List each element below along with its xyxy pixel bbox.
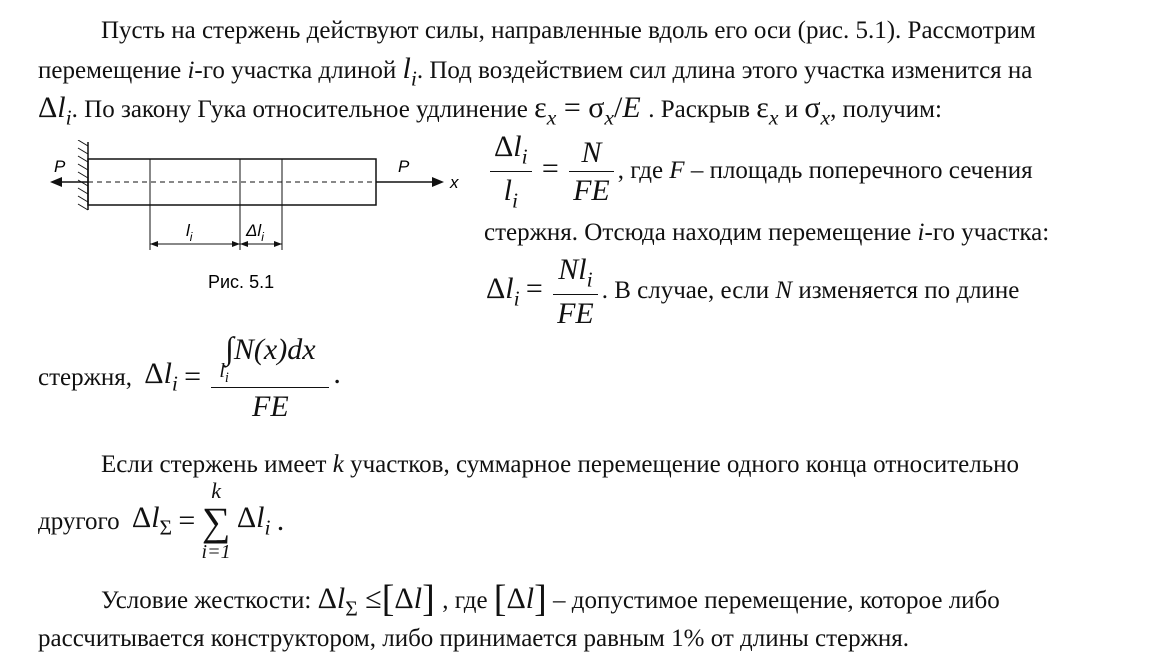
paragraph-3-line-2: другого $\Delta l_\Sigma$ = k ∑ i=1 $\Delta l_i$ . (38, 478, 285, 563)
wall-hatching (78, 140, 88, 210)
paragraph-1-line-2: перемещение i-го участка длиной $l_i$. Под воздействием сил длина этого участка изменится на (38, 52, 1033, 91)
formula-eps-x: $\varepsilon_x$ (756, 91, 779, 130)
svg-text:Δli: $\Delta l_i$ (246, 221, 264, 244)
label-x: x (450, 173, 459, 192)
paragraph-4-line-1: Условие жесткости: $\Delta l_\Sigma \le[\Delta l]$ , где [Δl] – допустимое перемещение, которое либо (101, 578, 1000, 621)
label-delta-li: Δl (246, 221, 262, 240)
label-p-left: P (54, 157, 66, 176)
formula-allowable: [Δl] (493, 578, 547, 620)
left-arrowhead-icon (50, 177, 62, 187)
fraction-nli-over-fe: $\frac{Nl_i}{FE}$ (553, 255, 598, 329)
svg-text:li: $l_i$ (186, 221, 193, 244)
label-li: l (186, 221, 190, 240)
integral-sign: ∫ (225, 330, 234, 366)
paragraph-4-line-2: рассчитывается конструктором, либо принимается равным 1% от длины стержня. (38, 625, 910, 652)
formula-displacement-row: $\Delta l_i$ = $\frac{Nl_i}{FE}$ . В случае, если N изменяется по длине (486, 253, 1020, 331)
paragraph-1-line-1: Пусть на стержень действуют силы, направленные вдоль его оси (рис. 5.1). Рассмотрим (101, 17, 1036, 44)
formula-delta-li: $\Delta l_i$ (38, 91, 72, 130)
formula-sigma-x: $\sigma_x$ (804, 91, 831, 130)
figure-caption: Рис. 5.1 (208, 272, 275, 292)
formula-strain-row: $\frac{\Delta l_i}{l_i}$ = $\frac{N}{FE}$ , где F – площадь поперечного сечения (486, 132, 1033, 212)
formula-hooke: $\varepsilon_x = \sigma_x/E$ (534, 91, 641, 130)
formula-li: $l_i$ (402, 52, 417, 91)
paragraph-1-line-3: $\Delta l_i$. По закону Гука относительное удлинение $\varepsilon_x = \sigma_x/E$ . Раскрыв $\varepsilon_x$ и $\sigma_x$, получим: (38, 91, 942, 130)
paragraph-2: стержня, $\Delta l_i$ = ∫N(x)dx $l_i$ FE . (38, 330, 341, 424)
summation: k ∑ i=1 (201, 478, 231, 563)
right-arrowhead-icon (432, 177, 444, 187)
figure-5-1 (40, 140, 480, 300)
right-text-line-2: стержня. Отсюда находим перемещение i-го участка: (484, 219, 1050, 246)
label-p-right: P (398, 157, 410, 176)
fraction-integral: ∫N(x)dx $l_i$ FE (211, 332, 329, 422)
fraction-n-over-fe: $\frac{N}{FE}$ (569, 138, 614, 206)
paragraph-3-line-1: Если стержень имеет k участков, суммарное перемещение одного конца относительно (101, 451, 1020, 478)
fraction-delta-li-over-li: $\frac{\Delta l_i}{l_i}$ (490, 132, 532, 212)
formula-stiffness: $\Delta l_\Sigma \le[\Delta l]$ (317, 578, 435, 621)
